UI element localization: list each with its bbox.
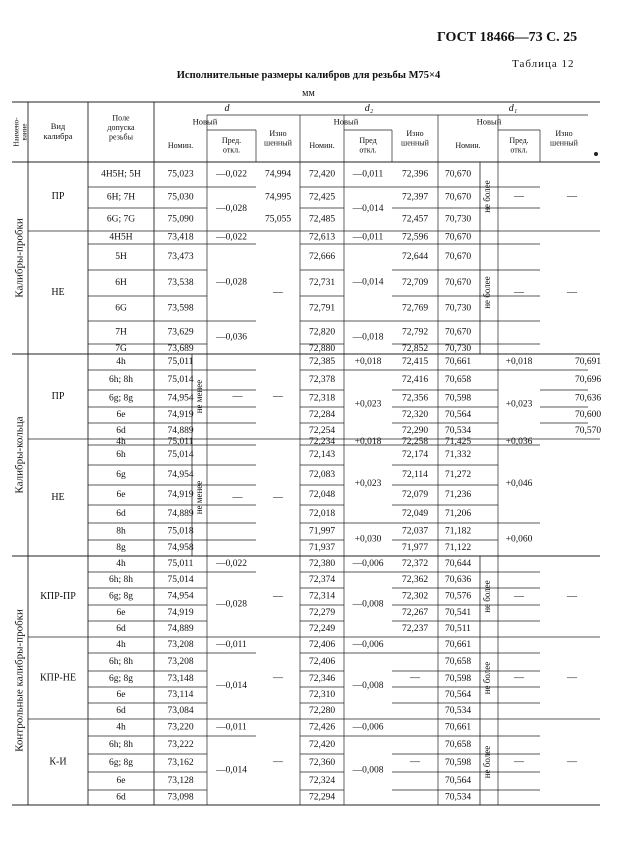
d1-worn-cell: 70,691: [574, 357, 602, 368]
dash-cell: —: [273, 590, 283, 602]
col-nom-header: Номин.: [455, 140, 481, 150]
d1-nominal-cell: 70,658: [444, 740, 472, 751]
d2-worn-cell: 72,769: [401, 303, 429, 314]
dash-cell: —: [514, 756, 524, 768]
d2-nominal-cell: 71,937: [308, 543, 336, 554]
d1-nominal-cell: 70,564: [444, 410, 472, 421]
d1-nominal-cell: 70,730: [444, 303, 472, 314]
d-nominal-cell: 75,014: [167, 450, 194, 461]
d1-nominal-cell: 70,670: [444, 327, 472, 338]
dash-cell: —: [410, 672, 420, 684]
tolerance-cell: 6g; 8g: [108, 758, 134, 769]
d2-nominal-cell: 72,280: [308, 706, 336, 717]
d1-nominal-cell: 70,661: [444, 640, 472, 651]
ne-bolee-label: не более: [482, 661, 493, 695]
d2-nominal-cell: 72,324: [308, 776, 336, 787]
merged-deviation-cell: —0,008: [352, 681, 384, 692]
d2-worn-cell: 72,237: [401, 624, 429, 635]
d-nominal-cell: 73,128: [167, 776, 194, 787]
dash-cell: —: [514, 672, 524, 684]
d-worn-cell: 74,995: [264, 192, 292, 203]
d2-worn-cell: 72,290: [401, 426, 429, 437]
d-nominal-cell: 73,689: [167, 344, 194, 355]
d-nominal-cell: 73,598: [167, 303, 194, 314]
d-nominal-cell: 74,889: [167, 624, 194, 635]
d2-nominal-cell: 72,420: [308, 169, 336, 180]
col-name-header: Наимено-: [12, 117, 21, 147]
d2-nominal-cell: 71,997: [308, 526, 336, 537]
col-new-header: Новый: [333, 116, 359, 127]
tolerance-cell: 6d: [116, 706, 126, 717]
tolerance-cell: 6h; 8h: [108, 740, 134, 751]
col-dev-header: откл.: [222, 145, 241, 155]
tolerance-cell: 6g; 8g: [108, 674, 134, 685]
tolerance-cell: 8g: [116, 543, 126, 554]
d1-nominal-cell: 70,661: [444, 357, 472, 368]
dash-cell: —: [410, 756, 420, 768]
merged-deviation-cell: +0,046: [505, 479, 533, 490]
tolerance-cell: 6d: [116, 426, 126, 437]
tolerance-cell: 4H5H: [109, 232, 133, 243]
d2-deviation-cell: —0,011: [352, 169, 384, 180]
d1-nominal-cell: 70,670: [444, 192, 472, 203]
d-deviation-cell: —0,022: [216, 559, 247, 570]
d2-worn-cell: 72,415: [401, 357, 429, 368]
d-nominal-cell: 75,011: [167, 559, 194, 570]
d2-worn-cell: 72,079: [401, 490, 429, 501]
tolerance-cell: 4h: [116, 640, 126, 651]
d2-worn-cell: 72,362: [401, 575, 429, 586]
col-nom-header: Номин.: [167, 140, 194, 150]
d-nominal-cell: 73,473: [167, 252, 194, 263]
d2-worn-cell: 72,258: [401, 437, 429, 448]
col-worn-header: Изно: [269, 129, 287, 139]
ne-bolee-label: не более: [482, 180, 493, 213]
d1-nominal-cell: 70,576: [444, 591, 472, 602]
ne-bolee-label: не более: [482, 276, 493, 309]
d-nominal-cell: 74,919: [167, 490, 194, 501]
d2-deviation-cell: +0,018: [354, 357, 382, 368]
ne-bolee-label: не более: [482, 580, 493, 613]
merged-deviation-cell: —0,014: [352, 277, 384, 288]
col-dev-header: Пред: [359, 136, 377, 146]
col-new-header: Новый: [476, 116, 502, 127]
d2-nominal-cell: 72,406: [308, 640, 336, 651]
d2-worn-cell: 72,644: [401, 252, 429, 263]
d1-nominal-cell: 70,511: [445, 624, 471, 635]
d-nominal-cell: 74,954: [167, 470, 194, 481]
col-worn-header: шенный: [550, 138, 578, 148]
merged-deviation-cell: —0,028: [216, 599, 247, 610]
tolerance-cell: 6H; 7H: [106, 192, 136, 203]
kind-label: НЕ: [51, 491, 65, 503]
d2-worn-cell: 72,396: [401, 169, 429, 180]
col-worn-header: шенный: [401, 138, 429, 148]
d-nominal-cell: 75,014: [167, 375, 194, 386]
d2-worn-cell: 72,596: [401, 232, 429, 243]
tolerance-cell: 6G; 7G: [106, 214, 136, 225]
merged-deviation-cell: +0,023: [354, 399, 382, 410]
d2-nominal-cell: 72,048: [308, 490, 336, 501]
d1-nominal-cell: 71,206: [444, 509, 472, 520]
dash-cell: —: [232, 491, 243, 503]
d2-worn-cell: 71,977: [401, 543, 429, 554]
merged-deviation-cell: —0,028: [216, 277, 247, 288]
d1-nominal-cell: 70,564: [444, 776, 472, 787]
d-deviation-cell: —0,011: [216, 640, 247, 651]
d2-nominal-cell: 72,820: [308, 327, 336, 338]
dash-cell: —: [514, 190, 524, 202]
dash-cell: —: [273, 672, 283, 684]
tolerance-cell: 4h: [116, 559, 126, 570]
d-nominal-cell: 74,919: [167, 410, 194, 421]
d2-nominal-cell: 72,666: [308, 252, 336, 263]
d-worn-cell: 74,994: [264, 169, 292, 180]
dash-cell: —: [273, 286, 283, 298]
d1-nominal-cell: 70,534: [444, 792, 472, 803]
tolerance-cell: 4h: [116, 357, 126, 368]
col-tol-header: допуска: [107, 122, 135, 132]
d1-nominal-cell: 71,425: [444, 437, 472, 448]
d2-worn-cell: 72,302: [401, 591, 429, 602]
tolerance-cell: 6e: [116, 410, 126, 421]
tolerance-cell: 6H: [115, 278, 127, 289]
d2-worn-cell: 72,320: [401, 410, 429, 421]
d-nominal-cell: 73,148: [167, 674, 194, 685]
d1-deviation-cell: +0,018: [505, 357, 533, 368]
d-deviation-cell: —0,022: [216, 169, 247, 180]
dash-cell: —: [273, 390, 283, 402]
d1-nominal-cell: 70,670: [444, 169, 472, 180]
d1-nominal-cell: 70,730: [444, 214, 472, 225]
merged-deviation-cell: —0,028: [216, 204, 247, 215]
d-nominal-cell: 73,220: [167, 722, 194, 733]
d2-worn-cell: 72,049: [401, 509, 429, 520]
d-nominal-cell: 75,011: [167, 357, 194, 368]
dash-cell: —: [273, 756, 283, 768]
d-nominal-cell: 73,418: [167, 232, 194, 243]
merged-deviation-cell: —0,018: [352, 332, 384, 343]
d2-nominal-cell: 72,380: [308, 559, 336, 570]
col-name-header: вание: [20, 123, 29, 141]
d1-nominal-cell: 71,122: [444, 543, 472, 554]
merged-deviation-cell: —0,008: [352, 765, 384, 776]
table-title: Исполнительные размеры калибров для резьбы М75×4: [176, 70, 441, 81]
d2-nominal-cell: 72,284: [308, 410, 336, 421]
d2-worn-cell: 72,114: [402, 470, 428, 481]
d2-nominal-cell: 72,378: [308, 375, 336, 386]
d-nominal-cell: 75,023: [167, 169, 194, 180]
d2-nominal-cell: 72,018: [308, 509, 336, 520]
d2-worn-cell: 72,792: [401, 327, 429, 338]
kind-label: К-И: [49, 756, 67, 768]
tolerance-cell: 7H: [115, 327, 127, 338]
d2-nominal-cell: 72,346: [308, 674, 336, 685]
d1-nominal-cell: 71,332: [444, 450, 472, 461]
d1-nominal-cell: 70,670: [444, 252, 472, 263]
d2-nominal-cell: 72,318: [308, 393, 336, 404]
d2-nominal-cell: 72,420: [308, 740, 336, 751]
d2-nominal-cell: 72,294: [308, 792, 336, 803]
merged-deviation-cell: —0,014: [352, 204, 384, 215]
dash-cell: —: [567, 756, 577, 768]
d1-nominal-cell: 70,564: [444, 690, 472, 701]
dash-cell: —: [514, 590, 524, 602]
tolerance-cell: 6e: [116, 608, 126, 619]
ne-menee-label: не менее: [194, 379, 205, 414]
d1-nominal-cell: 70,644: [444, 559, 472, 570]
tolerance-cell: 6e: [116, 776, 126, 787]
d1-worn-cell: 70,600: [574, 410, 602, 421]
d-nominal-cell: 74,919: [167, 608, 194, 619]
merged-deviation-cell: —0,014: [216, 765, 247, 776]
d-nominal-cell: 73,098: [167, 792, 194, 803]
tolerance-cell: 6g; 8g: [108, 591, 134, 602]
dash-cell: —: [232, 390, 243, 402]
d2-worn-cell: 72,416: [401, 375, 429, 386]
d-nominal-cell: 75,030: [167, 192, 194, 203]
d2-worn-cell: 72,356: [401, 393, 429, 404]
d2-nominal-cell: 72,279: [308, 608, 336, 619]
d1-worn-cell: 70,570: [574, 426, 602, 437]
merged-deviation-cell: —0,014: [216, 681, 247, 692]
d1-nominal-cell: 70,541: [444, 608, 472, 619]
d2-worn-cell: 72,037: [401, 526, 429, 537]
d2-nominal-cell: 72,385: [308, 357, 336, 368]
d-nominal-cell: 74,889: [167, 509, 194, 520]
tolerance-cell: 6e: [116, 490, 126, 501]
d-nominal-cell: 73,538: [167, 278, 194, 289]
tolerance-cell: 6g: [116, 470, 126, 481]
d2-nominal-cell: 72,374: [308, 575, 336, 586]
units-label: мм: [302, 88, 315, 99]
col-tol-header: резьбы: [109, 132, 133, 142]
d2-deviation-cell: —0,011: [352, 232, 384, 243]
group-label: Калибры-кольца: [13, 416, 26, 494]
tolerance-cell: 6h: [116, 450, 126, 461]
d1-nominal-cell: 71,182: [444, 526, 472, 537]
kind-label: ПР: [51, 390, 65, 402]
tolerance-cell: 4H5H; 5H: [101, 169, 141, 180]
merged-deviation-cell: +0,060: [505, 534, 533, 545]
d2-nominal-cell: 72,254: [308, 426, 336, 437]
col-dev-header: Пред.: [509, 136, 529, 146]
d1-nominal-cell: 70,534: [444, 706, 472, 717]
col-new-header: Новый: [192, 116, 218, 127]
tolerance-cell: 6d: [116, 509, 126, 520]
d2-nominal-cell: 72,406: [308, 657, 336, 668]
d2-worn-cell: 72,267: [401, 608, 429, 619]
col-nom-header: Номин.: [309, 140, 335, 150]
col-worn-header: Изно: [555, 129, 573, 139]
d2-worn-cell: 72,709: [401, 278, 429, 289]
d-nominal-cell: 74,954: [167, 393, 194, 404]
d2-worn-cell: 72,397: [401, 192, 429, 203]
d1-nominal-cell: 70,661: [444, 722, 472, 733]
tolerance-cell: 8h: [116, 526, 126, 537]
merged-deviation-cell: —0,036: [216, 332, 247, 343]
d2-nominal-cell: 72,791: [308, 303, 336, 314]
tolerance-cell: 6h; 8h: [108, 575, 134, 586]
kind-label: КПР-НЕ: [39, 672, 77, 684]
d1-nominal-cell: 70,658: [444, 657, 472, 668]
dash-cell: —: [567, 672, 577, 684]
col-dev-header: откл.: [510, 145, 528, 155]
d-nominal-cell: 73,222: [167, 740, 194, 751]
d-nominal-cell: 75,014: [167, 575, 194, 586]
d-nominal-cell: 73,629: [167, 327, 194, 338]
d2-nominal-cell: 72,314: [308, 591, 336, 602]
col-tol-header: Поле: [112, 113, 130, 123]
d2-deviation-cell: —0,006: [352, 640, 384, 651]
d1-nominal-cell: 70,730: [444, 344, 472, 355]
d2-worn-cell: 72,372: [401, 559, 429, 570]
tolerance-cell: 6d: [116, 792, 126, 803]
d-nominal-cell: 74,958: [167, 543, 194, 554]
col-d2-header: d₂: [364, 102, 374, 114]
tolerance-cell: 6G: [115, 303, 127, 314]
d-nominal-cell: 74,954: [167, 591, 194, 602]
d2-nominal-cell: 72,083: [308, 470, 336, 481]
ne-bolee-label: не более: [482, 745, 493, 779]
d-worn-cell: 75,055: [264, 214, 292, 225]
d1-worn-cell: 70,636: [574, 393, 602, 404]
d-nominal-cell: 73,208: [167, 640, 194, 651]
dash-cell: —: [273, 491, 283, 503]
d-nominal-cell: 73,114: [167, 690, 194, 701]
d2-nominal-cell: 72,426: [308, 722, 336, 733]
d1-nominal-cell: 70,534: [444, 426, 472, 437]
tolerance-cell: 6e: [116, 690, 126, 701]
d-nominal-cell: 75,090: [167, 214, 194, 225]
d2-nominal-cell: 72,425: [308, 192, 336, 203]
d1-worn-cell: 70,696: [574, 375, 602, 386]
merged-deviation-cell: +0,023: [505, 399, 533, 410]
d2-nominal-cell: 72,360: [308, 758, 336, 769]
d1-nominal-cell: 71,272: [444, 470, 472, 481]
d2-nominal-cell: 72,613: [308, 232, 336, 243]
dash-cell: —: [567, 590, 577, 602]
merged-deviation-cell: +0,030: [354, 534, 382, 545]
dash-cell: —: [567, 286, 577, 298]
kind-label: НЕ: [51, 286, 65, 298]
d1-nominal-cell: 70,658: [444, 375, 472, 386]
col-d1-header: d₁: [508, 102, 518, 114]
d1-nominal-cell: 71,236: [444, 490, 472, 501]
d-deviation-cell: —0,022: [216, 232, 247, 243]
tolerance-cell: 6h; 8h: [108, 375, 134, 386]
table-number: Таблица 12: [512, 58, 575, 70]
d1-nominal-cell: 70,636: [444, 575, 472, 586]
d1-nominal-cell: 70,598: [444, 674, 472, 685]
tolerance-cell: 4h: [116, 722, 126, 733]
tolerance-cell: 6h; 8h: [108, 657, 134, 668]
d-nominal-cell: 73,084: [167, 706, 194, 717]
d2-nominal-cell: 72,880: [308, 344, 336, 355]
d1-nominal-cell: 70,670: [444, 278, 472, 289]
merged-deviation-cell: —0,008: [352, 599, 384, 610]
tolerance-cell: 7G: [115, 344, 127, 355]
tolerance-cell: 5H: [115, 252, 127, 263]
kind-label: ПР: [51, 190, 65, 202]
group-label: Контрольные калибры-пробки: [13, 609, 26, 752]
d2-deviation-cell: —0,006: [352, 722, 384, 733]
d-nominal-cell: 73,208: [167, 657, 194, 668]
d1-nominal-cell: 70,598: [444, 393, 472, 404]
col-dev-header: Пред.: [221, 136, 242, 146]
d2-nominal-cell: 72,249: [308, 624, 336, 635]
d2-worn-cell: 72,457: [401, 214, 429, 225]
d-nominal-cell: 75,018: [167, 526, 194, 537]
page-header: ГОСТ 18466—73 С. 25: [437, 30, 578, 45]
col-d-header: d: [224, 102, 230, 114]
d-deviation-cell: —0,011: [216, 722, 247, 733]
kind-label: КПР-ПР: [40, 590, 76, 602]
col-worn-header: Изно: [406, 129, 424, 139]
col-dev-header: откл.: [359, 145, 377, 155]
d1-nominal-cell: 70,598: [444, 758, 472, 769]
d1-nominal-cell: 70,670: [444, 232, 472, 243]
d2-deviation-cell: +0,018: [354, 437, 382, 448]
dash-cell: —: [567, 190, 577, 202]
d2-nominal-cell: 72,143: [308, 450, 336, 461]
col-worn-header: шенный: [264, 138, 292, 148]
d1-deviation-cell: +0,036: [505, 437, 533, 448]
ne-menee-label: не менее: [194, 480, 205, 515]
d2-nominal-cell: 72,310: [308, 690, 336, 701]
dash-cell: —: [514, 286, 524, 298]
merged-deviation-cell: +0,023: [354, 479, 382, 490]
col-kind-header: Вид: [50, 120, 66, 131]
col-kind-header: калибра: [43, 130, 73, 141]
tolerance-cell: 6g; 8g: [108, 393, 134, 404]
d-nominal-cell: 75,011: [167, 437, 194, 448]
d-nominal-cell: 73,162: [167, 758, 194, 769]
tolerance-cell: 4h: [116, 437, 126, 448]
group-label: Калибры-пробки: [13, 218, 26, 298]
d2-nominal-cell: 72,234: [308, 437, 336, 448]
tolerance-cell: 6d: [116, 624, 126, 635]
d2-worn-cell: 72,852: [401, 344, 429, 355]
d2-deviation-cell: —0,006: [352, 559, 384, 570]
d-nominal-cell: 74,889: [167, 426, 194, 437]
d2-nominal-cell: 72,485: [308, 214, 336, 225]
d2-nominal-cell: 72,731: [308, 278, 336, 289]
d2-worn-cell: 72,174: [401, 450, 429, 461]
